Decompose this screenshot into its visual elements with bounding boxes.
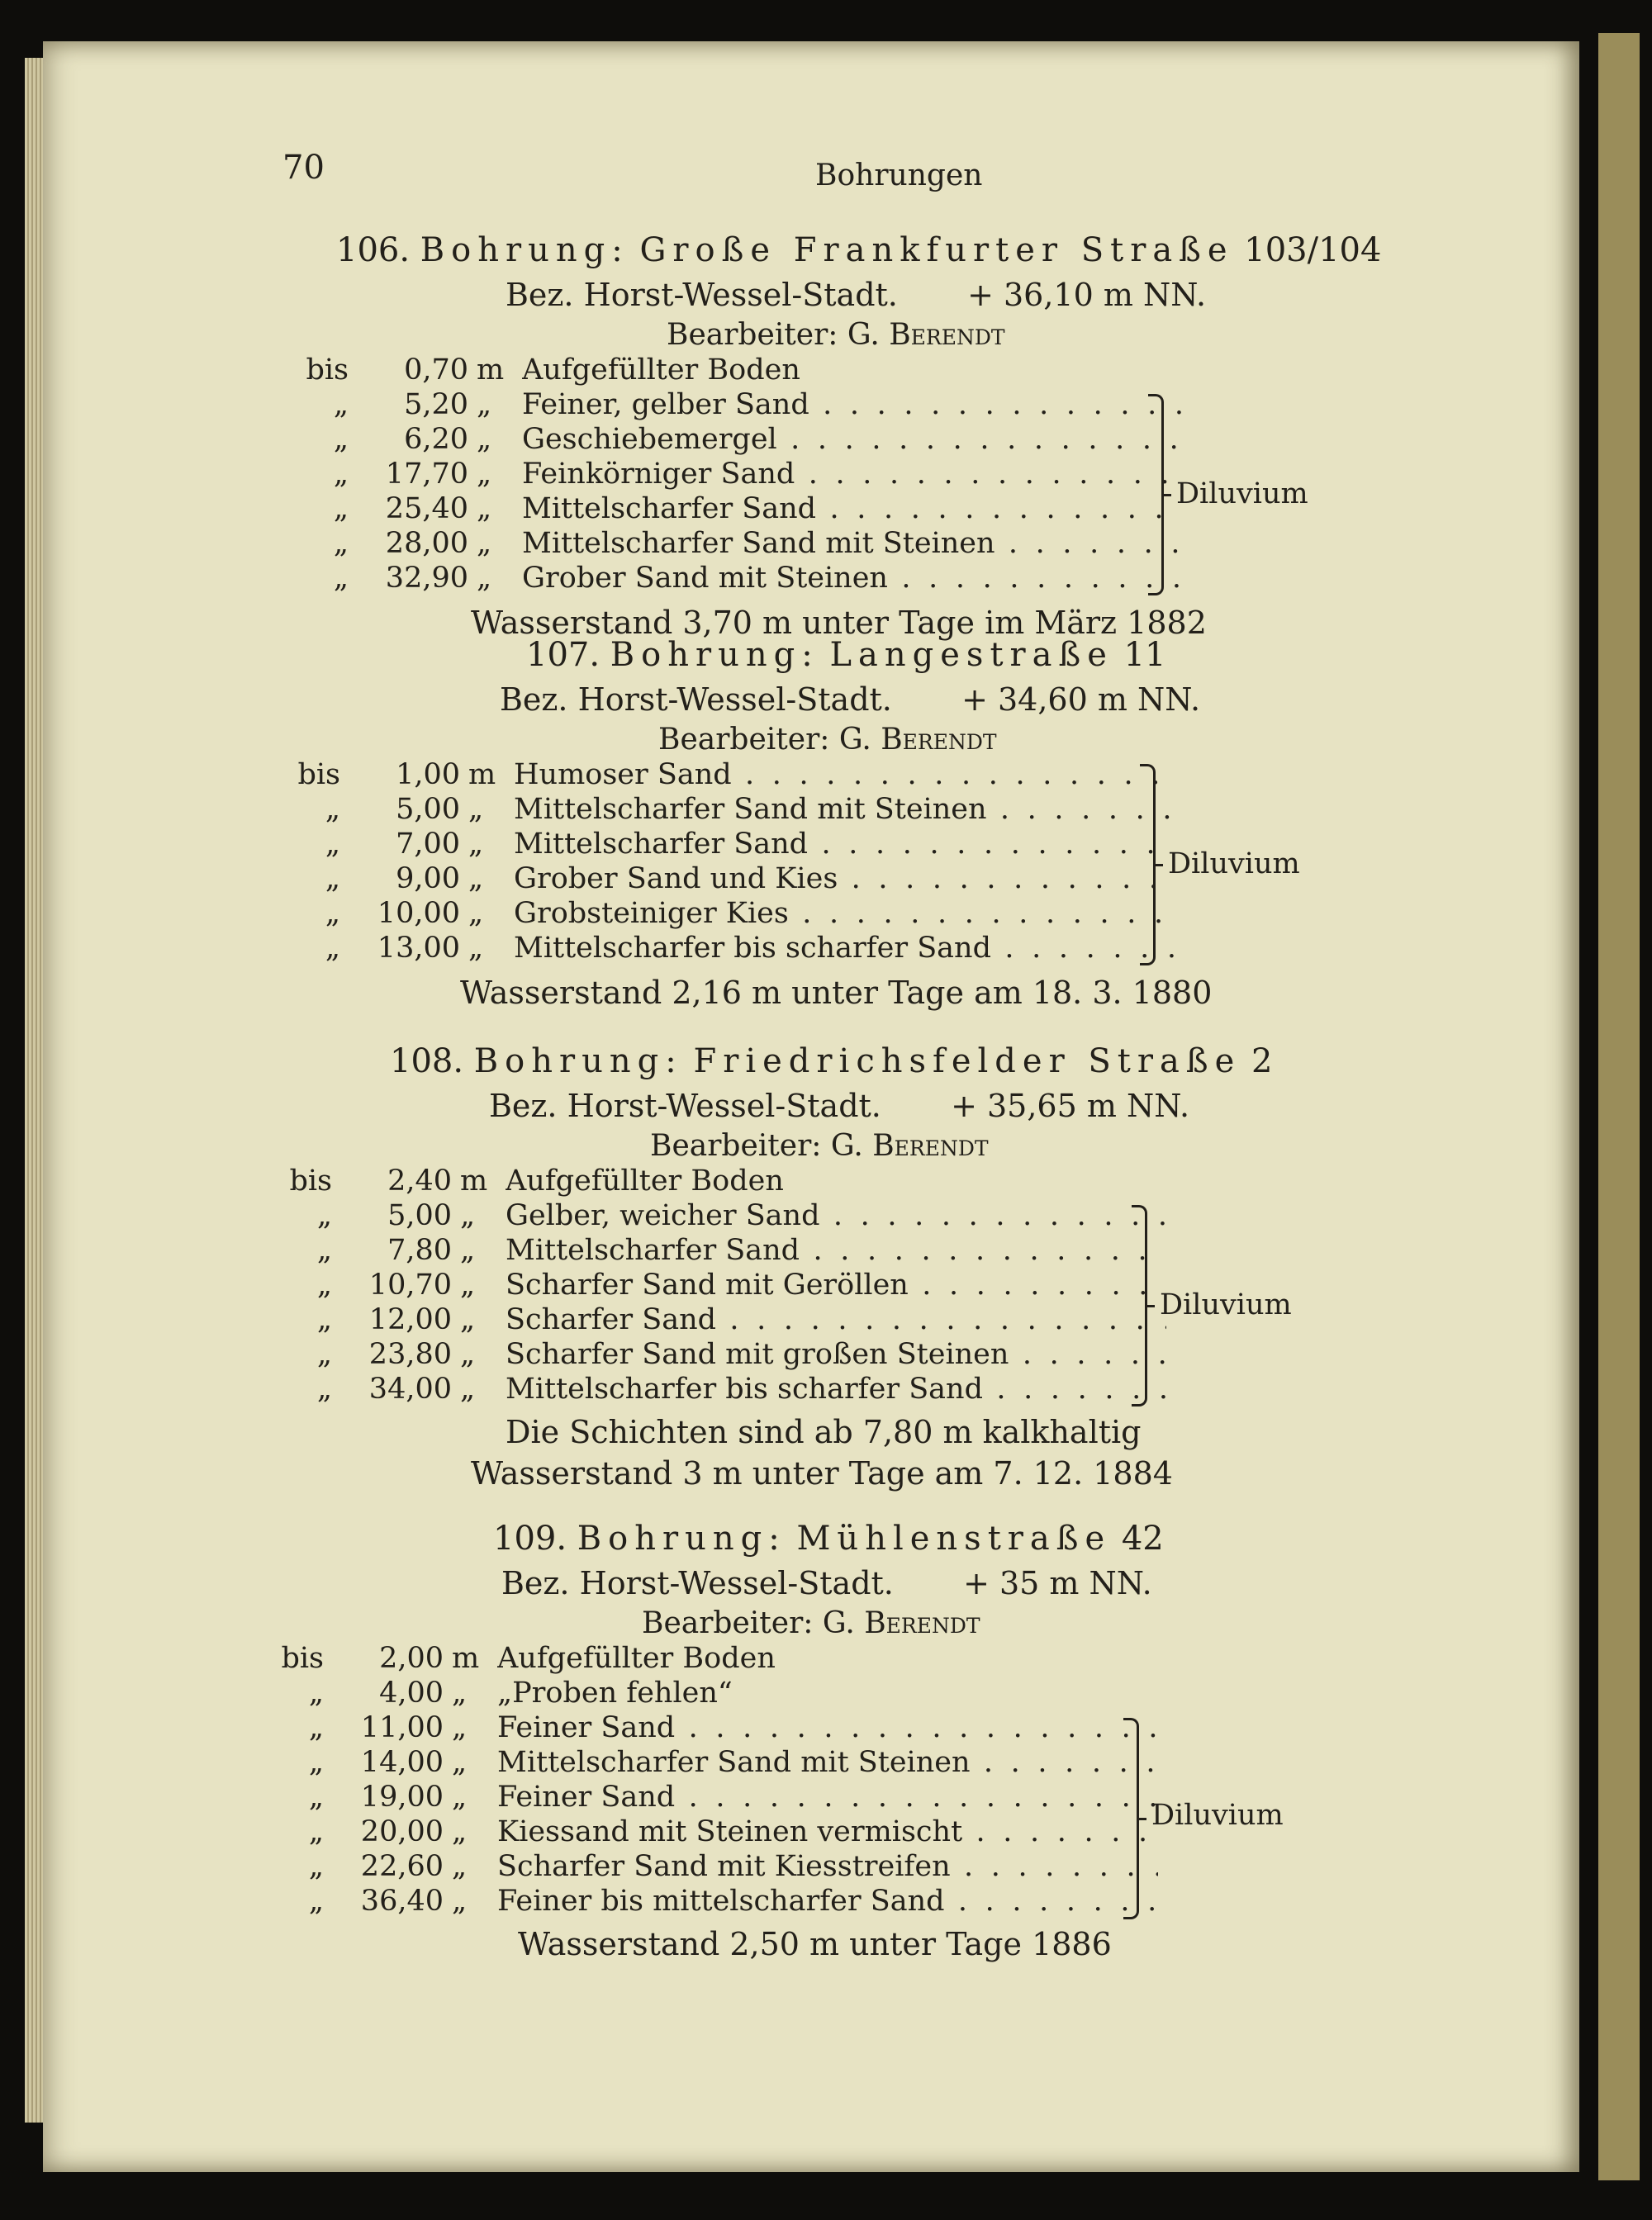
author-line: Bearbeiter: G. Berendt [667,318,1005,352]
water-level-note: Wasserstand 2,50 m unter Tage 1886 [518,1926,1112,1962]
author-line: Bearbeiter: G. Berendt [658,723,997,757]
layer-row: „ 7,80 „ Mittelscharfer Sand . . . [26,1234,1265,1269]
running-title: Bohrungen [815,159,983,192]
layer-row: „ 13,00 „ Mittelscharfer bis scharfer Sand . . . [35,932,1274,967]
stratigraphy-brace [1132,1205,1147,1406]
layer-row: „ 5,00 „ Mittelscharfer Sand mit Steinen . . . [35,793,1274,828]
layer-row: „ 14,00 „ Mittelscharfer Sand mit Steinen . . . [18,1746,1257,1781]
layer-row: „ 20,00 „ Kiessand mit Steinen vermischt . . . [18,1815,1257,1851]
location-line: Bez. Horst-Wessel-Stadt. + 34,60 m NN. [500,681,1201,718]
layer-row: „ 9,00 „ Grober Sand und Kies . . . [35,862,1274,898]
layer-row: „ 10,00 „ Grobsteiniger Kies . . . [35,897,1274,932]
layer-row: „ 19,00 „ Feiner Sand . . . [18,1781,1257,1816]
author-name: Berendt [889,318,1005,352]
layer-row: „ 34,00 „ Mittelscharfer bis scharfer Sand . . . [26,1373,1265,1408]
stratigraphy-brace [1148,394,1164,595]
layer-row: bis 2,40 m Aufgefüllter Boden [289,1165,784,1198]
location-line [506,277,1206,313]
title-word: Bohrung: [420,231,629,269]
title-house: 103/104 [1244,231,1382,269]
layer-row: „ 12,00 „ Scharfer Sand . . . [26,1303,1265,1339]
layer-row: bis 1,00 m Humoser Sand . . . [35,758,1274,794]
water-level-note: Wasserstand 3 m unter Tage am 7. 12. 1884 [471,1455,1173,1492]
layer-row: „ 10,70 „ Scharfer Sand mit Geröllen . . . [26,1269,1265,1304]
layer-row: „ 22,60 „ Scharfer Sand mit Kiesstreifen . . . [18,1850,1257,1886]
stratigraphy-brace [1123,1718,1139,1919]
layer-row: „ 6,20 „ Geschiebemergel . . . [43,423,1282,458]
layer-row: „ 28,00 „ Mittelscharfer Sand mit Steinen . . . [43,527,1282,562]
stratigraphy-brace [1140,764,1156,965]
author-line: Bearbeiter: G. Berendt [642,1606,980,1640]
location-line: Bez. Horst-Wessel-Stadt. + 35,65 m NN. [489,1088,1190,1124]
layer-row: „ 4,00 „ „Proben fehlen“ [308,1677,733,1710]
lime-note: Die Schichten sind ab 7,80 m kalkhaltig [506,1414,1142,1450]
section-title [336,231,1381,269]
water-level-note: Wasserstand 3,70 m unter Tage im März 1882 [471,605,1207,641]
section-title: 108. Bohrung: Friedrichsfelder Straße 2 [390,1042,1273,1080]
elevation: + 36,10 m NN. [967,277,1207,313]
location-line: Bez. Horst-Wessel-Stadt. + 35 m NN. [501,1565,1152,1601]
section-title: 107. Bohrung: Langestraße 11 [526,636,1166,674]
book-page [43,41,1579,2172]
section-title: 109. Bohrung: Mühlenstraße 42 [493,1520,1164,1558]
layer-row: bis 0,70 m Aufgefüllter Boden [306,353,800,387]
water-level-note: Wasserstand 2,16 m unter Tage am 18. 3. 1880 [460,975,1213,1011]
layer-row: „ 25,40 „ Mittelscharfer Sand . . . [43,492,1282,528]
title-street: Große Frankfurter Straße [639,231,1234,269]
layer-row: „ 32,90 „ Grober Sand mit Steinen . . . [43,562,1282,597]
layer-row: „ 23,80 „ Scharfer Sand mit großen Steinen . . . [26,1338,1265,1373]
page-header [43,149,1579,198]
layer-row: „ 11,00 „ Feiner Sand . . . [18,1711,1257,1747]
layer-row: „ 7,00 „ Mittelscharfer Sand . . . [35,828,1274,863]
layer-row: „ 36,40 „ Feiner bis mittelscharfer Sand . . . [18,1885,1257,1920]
stratigraphy-label: Diluvium [1151,1799,1284,1832]
layer-row: „ 17,70 „ Feinkörniger Sand . . . [43,458,1282,493]
next-page-edge [1598,33,1640,2180]
author-line: Bearbeiter: G. Berendt [650,1129,989,1163]
layer-row: „ 5,00 „ Gelber, weicher Sand . . . [26,1199,1265,1235]
page-number: 70 [282,149,325,187]
district: Bez. Horst-Wessel-Stadt. [506,277,898,313]
layer-row: „ 5,20 „ Feiner, gelber Sand . . . [43,388,1282,424]
layer-row: bis 2,00 m Aufgefüllter Boden [281,1642,776,1675]
stratigraphy-label: Diluvium [1160,1288,1292,1321]
stratigraphy-label: Diluvium [1176,477,1308,510]
stratigraphy-label: Diluvium [1168,847,1300,880]
title-number: 106. [336,231,411,269]
